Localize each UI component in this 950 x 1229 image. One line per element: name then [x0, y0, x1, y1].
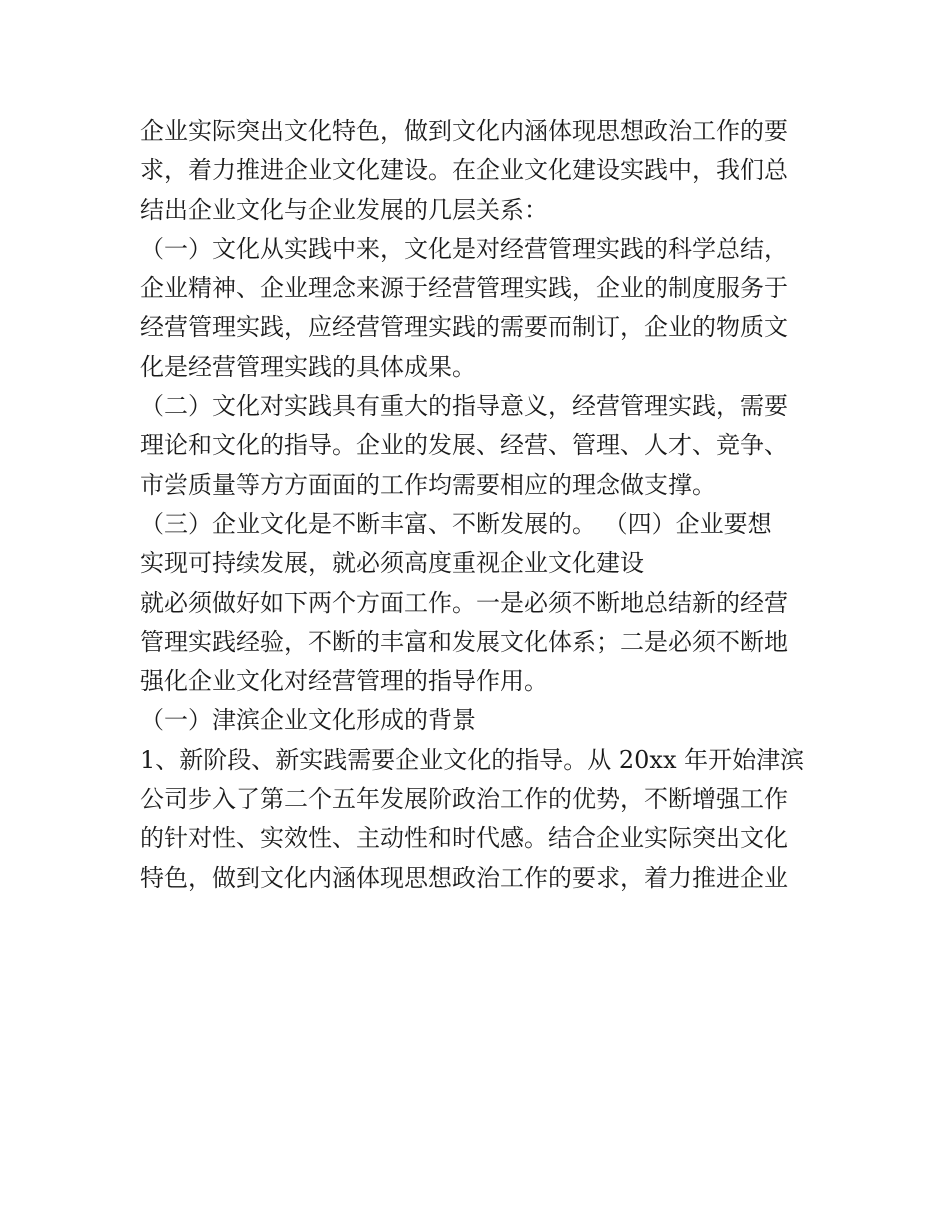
text-line-8: （二）文化对实践具有重大的指导意义，经营管理实践，需要: [140, 392, 788, 421]
text-line-19: 的针对性、实效性、主动性和时代感。结合企业实际突出文化: [140, 824, 788, 853]
text-line-4: （一）文化从实践中来，文化是对经营管理实践的科学总结，: [140, 234, 788, 263]
text-line-13: 就必须做好如下两个方面工作。一是必须不断地总结新的经营: [140, 588, 788, 617]
text-line-1: 企业实际突出文化特色，做到文化内涵体现思想政治工作的要: [140, 117, 788, 145]
text-line-17: 1、新阶段、新实践需要企业文化的指导。从 20xx 年开始津滨: [140, 745, 805, 774]
text-line-15: 强化企业文化对经营管理的指导作用。: [140, 667, 548, 696]
text-line-11: （三）企业文化是不断丰富、不断发展的。 （四）企业要想: [140, 509, 772, 538]
text-line-5: 企业精神、企业理念来源于经营管理实践，企业的制度服务于: [140, 274, 788, 303]
text-line-20: 特色，做到文化内涵体现思想政治工作的要求，着力推进企业: [140, 863, 788, 892]
text-line-3: 结出企业文化与企业发展的几层关系：: [140, 195, 548, 224]
text-line-16: （一）津滨企业文化形成的背景: [140, 706, 476, 735]
text-line-2: 求，着力推进企业文化建设。在企业文化建设实践中，我们总: [140, 156, 788, 185]
text-line-14: 管理实践经验，不断的丰富和发展文化体系；二是必须不断地: [140, 627, 788, 656]
text-line-18: 公司步入了第二个五年发展阶政治工作的优势，不断增强工作: [140, 785, 788, 814]
text-line-6: 经营管理实践，应经营管理实践的需要而制订，企业的物质文: [140, 313, 788, 342]
text-line-10: 市尝质量等方方面面的工作均需要相应的理念做支撑。: [140, 470, 716, 499]
body-text: [140, 112, 820, 898]
text-line-7: 化是经营管理实践的具体成果。: [140, 352, 476, 381]
text-line-9: 理论和文化的指导。企业的发展、经营、管理、人才、竞争、: [140, 431, 788, 460]
text-line-12: 实现可持续发展，就必须高度重视企业文化建设: [140, 549, 644, 578]
